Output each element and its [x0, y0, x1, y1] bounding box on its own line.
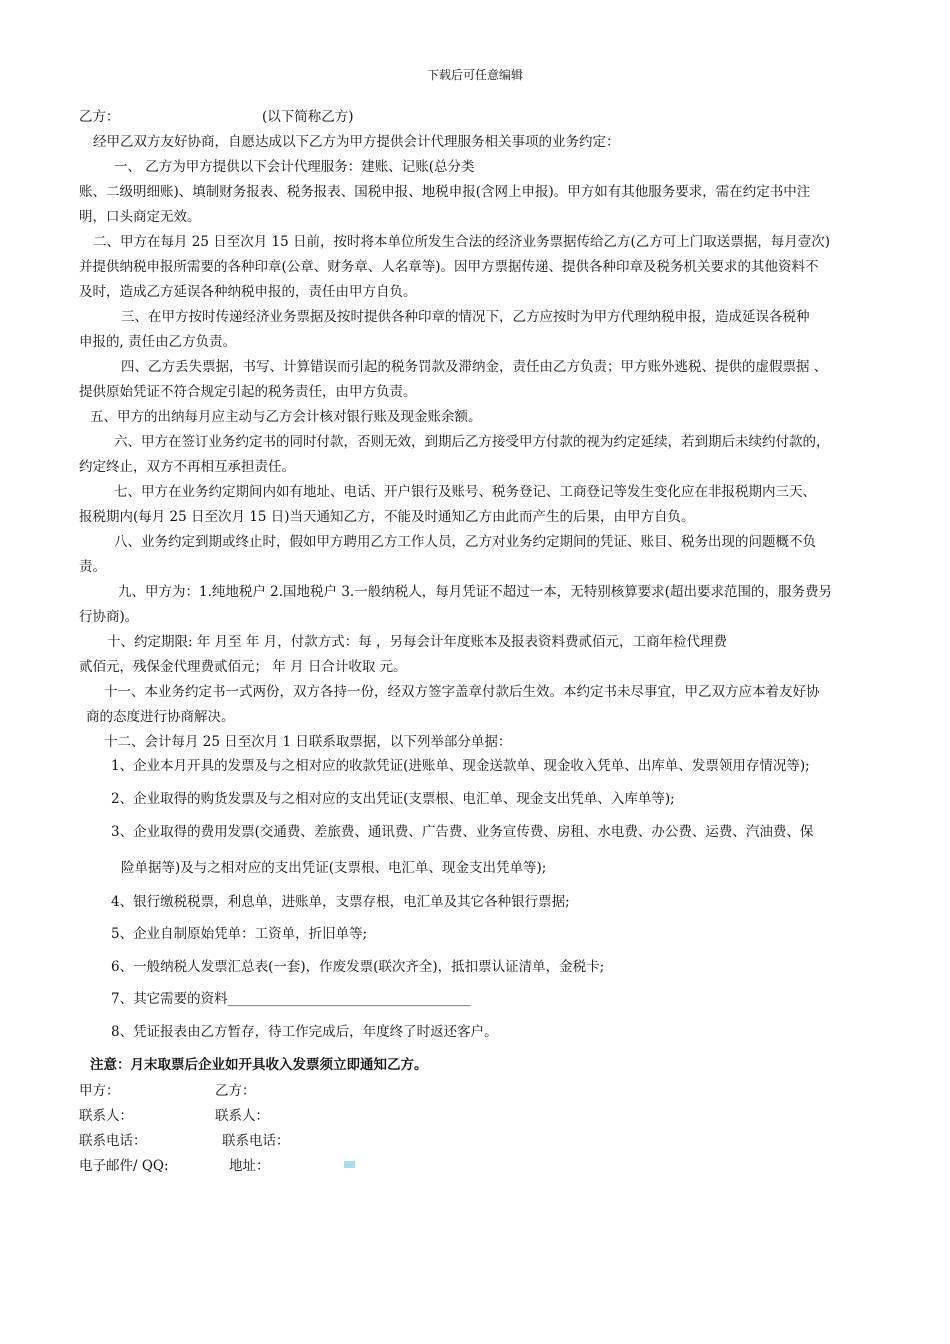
clause-6-line-2: 约定终止，双方不再相互承担责任。: [79, 459, 295, 475]
clause-10-line-2: 贰佰元，残保金代理费贰佰元； 年 月 日合计收取 元。: [79, 659, 407, 675]
party-b-intro-label: 乙方：: [79, 109, 120, 125]
intro-paragraph: 经甲乙双方友好协商，自愿达成以下乙方为甲方提供会计代理服务相关事项的业务约定：: [93, 134, 620, 150]
clause-1-line-2: 账、二级明细账)、填制财务报表、税务报表、国税申报、地税申报(含网上申报)。甲方如有其他服务要求，需在约定书中注: [79, 184, 811, 200]
list-item: 7、其它需要的资料____________________________________: [111, 991, 471, 1007]
list-item: 5、企业自制原始凭单：工资单，折旧单等;: [111, 926, 368, 942]
clause-9-line-2: 行协商)。: [79, 609, 139, 625]
clause-11-line-2: 商的态度进行协商解决。: [86, 709, 235, 725]
signature-party-a-label: 甲方：: [79, 1083, 120, 1099]
highlight-marker: [344, 1161, 355, 1168]
clause-3-line-2: 申报的, 责任由乙方负责。: [79, 334, 237, 350]
clause-3-line-1: 三、在甲方按时传递经济业务票据及按时提供各种印章的情况下，乙方应按时为甲方代理纳税申报，造成延误各税种: [121, 309, 810, 325]
clause-4-line-1: 四、乙方丢失票据，书写、计算错误而引起的税务罚款及滞纳金，责任由乙方负责；甲方账外逃税、提供的虚假票据 、: [121, 359, 828, 375]
clause-5: 五、甲方的出纳每月应主动与乙方会计核对银行账及现金账余额。: [90, 409, 482, 425]
clause-6-line-1: 六、甲方在签订业务约定书的同时付款，否则无效，到期后乙方接受甲方付款的视为约定延续，若到期后未续约付款的，: [114, 434, 830, 450]
notice-text: 注意：月末取票后企业如开具收入发票须立即通知乙方。: [90, 1057, 428, 1073]
clause-2-line-1: 二、甲方在每月 25 日至次月 15 日前，按时将本单位所发生合法的经济业务票据传给乙方(乙方可上门取送票据，每月壹次): [93, 234, 831, 250]
list-item-continuation: 险单据等)及与之相对应的支出凭证(支票根、电汇单、现金支出凭单等);: [121, 860, 547, 876]
signature-party-b-label: 乙方：: [215, 1083, 256, 1099]
list-item: 2、企业取得的购货发票及与之相对应的支出凭证(支票根、电汇单、现金支出凭单、入库单等);: [111, 791, 675, 807]
clause-7-line-1: 七、甲方在业务约定期间内如有地址、电话、开户银行及账号、税务登记、工商登记等发生变化应在非报税期内三天、: [114, 484, 816, 500]
list-item: 1、企业本月开具的发票及与之相对应的收款凭证(进账单、现金送款单、现金收入凭单、出库单、发票领用存情况等);: [111, 758, 810, 774]
list-item: 8、凭证报表由乙方暂存，待工作完成后，年度终了时返还客户。: [111, 1024, 498, 1040]
clause-8-line-2: 责。: [79, 559, 106, 575]
signature-phone-a: 联系电话：: [79, 1133, 147, 1149]
party-b-intro-note: (以下简称乙方): [262, 109, 354, 125]
clause-1-line-3: 明，口头商定无效。: [79, 209, 201, 225]
signature-contact-b: 联系人：: [215, 1108, 269, 1124]
clause-1-line-1: 一、 乙方为甲方提供以下会计代理服务：建账、记账(总分类: [114, 159, 475, 175]
signature-phone-b: 联系电话：: [222, 1133, 290, 1149]
clause-7-line-2: 报税期内(每月 25 日至次月 15 日)当天通知乙方，不能及时通知乙方由此而产生的后果，由甲方自负。: [79, 509, 695, 525]
clause-8-line-1: 八、业务约定到期或终止时，假如甲方聘用乙方工作人员，乙方对业务约定期间的凭证、账目、税务出现的问题概不负: [114, 534, 816, 550]
clause-2-line-3: 及时，造成乙方延误各种纳税申报的，责任由甲方自负。: [79, 284, 417, 300]
clause-9-line-1: 九、甲方为：1.纯地税户 2.国地税户 3.一般纳税人，每月凭证不超过一本，无特别核算要求(超出要求范围的，服务费另: [118, 584, 832, 600]
clause-11-line-1: 十一、本业务约定书一式两份，双方各持一份，经双方签字盖章付款后生效。本约定书未尽事宜，甲乙双方应本着友好协: [104, 684, 820, 700]
signature-contact-a: 联系人：: [79, 1108, 133, 1124]
clause-10-line-1: 十、约定期限: 年 月至 年 月，付款方式：每 ，另每会计年度账本及报表资料费贰佰元，工商年检代理费: [107, 634, 728, 650]
list-item: 6、一般纳税人发票汇总表(一套)，作废发票(联次齐全)，抵扣票认证清单，金税卡;: [111, 959, 605, 975]
page-header: 下载后可任意编辑: [426, 68, 523, 82]
list-item: 3、企业取得的费用发票(交通费、差旅费、通讯费、广告费、业务宣传费、房租、水电费、办公费、运费、汽油费、保: [111, 824, 814, 840]
list-item: 4、银行缴税税票，利息单，进账单，支票存根，电汇单及其它各种银行票据;: [111, 894, 570, 910]
clause-4-line-2: 提供原始凭证不符合规定引起的税务责任，由甲方负责。: [79, 384, 417, 400]
clause-12: 十二、会计每月 25 日至次月 1 日联系取票据，以下列举部分单据：: [104, 734, 512, 750]
clause-2-line-2: 并提供纳税申报所需要的各种印章(公章、财务章、人名章等)。因甲方票据传递、提供各种印章及税务机关要求的其他资料不: [79, 259, 819, 275]
signature-email-a: 电子邮件/ QQ:: [79, 1158, 169, 1174]
signature-address-b: 地址：: [229, 1158, 270, 1174]
